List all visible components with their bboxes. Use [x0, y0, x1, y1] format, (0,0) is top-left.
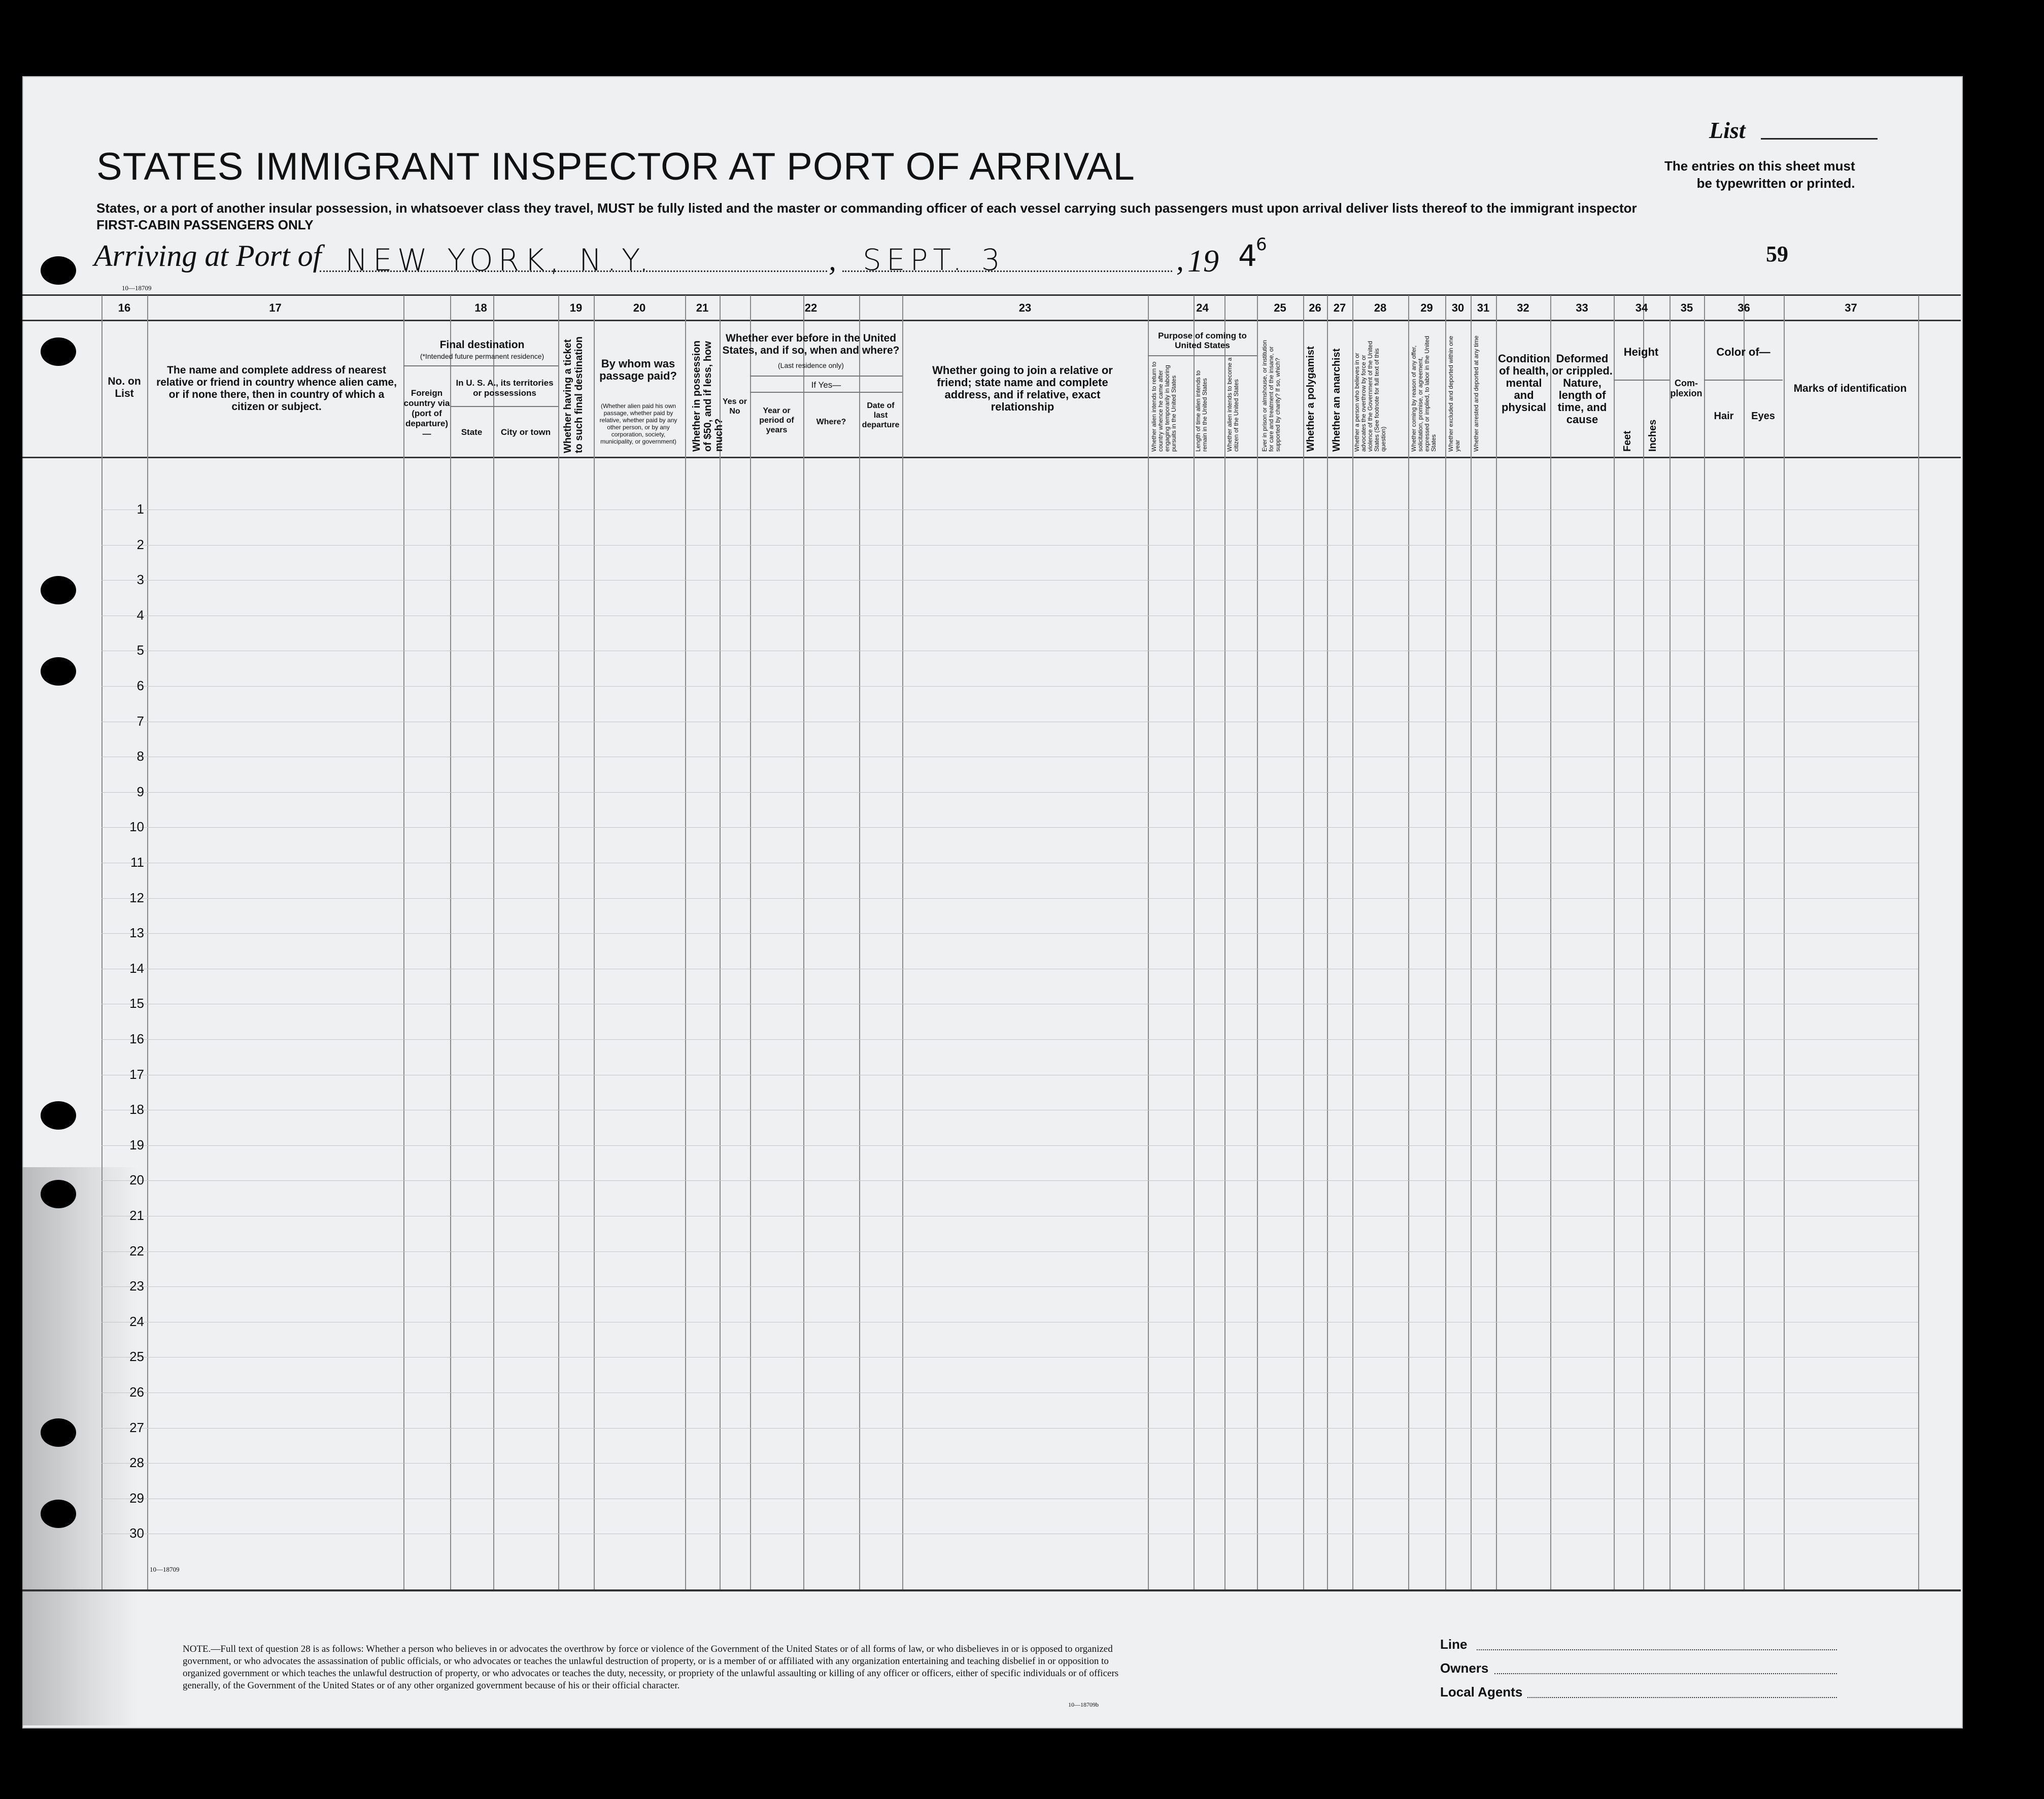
table-row[interactable]	[101, 1463, 1918, 1464]
list-number-line[interactable]	[1761, 138, 1878, 140]
col34-feet-header: Feet	[1622, 430, 1633, 452]
col28-header: Whether a person who believes in or advocates the overthrow by force or violence of the Government of the United States (See footnote for full text of this question)	[1353, 341, 1387, 452]
col22-date-header: Date of last departure	[862, 401, 900, 429]
column-number: 25	[1274, 301, 1286, 314]
column-number: 37	[1845, 301, 1857, 314]
punch-hole	[41, 1180, 76, 1208]
col23-header: Whether going to join a relative or friend; state name and complete address, and if relative, exact relationship	[932, 364, 1113, 413]
col20-subheader: (Whether alien paid his own passage, whether paid by relative, whether paid by any other person, or by any corporation, society, municipality, or government)	[599, 402, 677, 445]
col32-header: Condition of health, mental and physical	[1498, 352, 1550, 414]
col18-usa-rule	[450, 406, 558, 407]
row-number: 13	[129, 925, 144, 941]
col21-header: Whether in possession of $50, and if less, how much?	[691, 341, 725, 452]
row-number: 22	[129, 1243, 144, 1259]
punch-hole	[41, 337, 76, 366]
row-number: 1	[137, 501, 144, 517]
column-divider	[720, 295, 721, 1589]
table-row[interactable]	[101, 686, 1918, 687]
col36-sub-rule	[1704, 380, 1783, 381]
row-number: 23	[129, 1278, 144, 1294]
row-number: 19	[129, 1137, 144, 1152]
col30-header: Whether excluded and deported within one year	[1447, 335, 1461, 452]
year-field[interactable]: 4	[1238, 239, 1257, 273]
column-number: 23	[1018, 301, 1032, 314]
column-divider	[1550, 295, 1551, 1589]
table-row[interactable]	[101, 898, 1918, 899]
line-field[interactable]	[1477, 1649, 1837, 1650]
row-number: 3	[137, 572, 144, 588]
row-number: 28	[129, 1455, 144, 1471]
col22-header: Whether ever before in the United States, and if so, when and where?	[722, 332, 900, 356]
col22-sub-rule	[750, 376, 902, 377]
column-divider	[1744, 295, 1745, 1589]
column-divider	[594, 295, 595, 1589]
table-row[interactable]	[101, 1428, 1918, 1429]
instructions-line: States, or a port of another insular possession, in whatsoever class they travel, MUST be fully listed and the master or commanding officer of each vessel carrying such passengers must upon arrival deliver lists thereof to the immigrant inspector	[96, 200, 1637, 216]
col18-usa-header: In U. S. A., its territories or possessions	[456, 378, 554, 398]
table-row[interactable]	[101, 1180, 1918, 1181]
column-number: 19	[569, 301, 583, 314]
col24a-header: Whether alien intends to return to country whence he came after engaging temporarily in laboring pursuits in the United States	[1150, 361, 1177, 452]
column-number: 33	[1576, 301, 1588, 314]
punch-hole	[41, 657, 76, 686]
col36-hair-header: Hair	[1714, 411, 1734, 422]
row-number: 16	[129, 1031, 144, 1046]
list-label: List	[1709, 117, 1746, 143]
row-number: 30	[129, 1525, 144, 1541]
column-number: 20	[633, 301, 646, 314]
local-agents-label: Local Agents	[1440, 1684, 1523, 1700]
row-number: 18	[129, 1102, 144, 1117]
column-divider	[1303, 295, 1304, 1589]
column-number: 22	[804, 301, 817, 314]
row-number: 8	[137, 749, 144, 764]
footnote-question-28: NOTE.—Full text of question 28 is as follows: Whether a person who believes in or advocates the overthrow by force or violence of the Government of the United States or of all forms of law, or who disbelieves in or is opposed to organized government, or who advocates the assassination of public officials, or who advocates or teaches the unlawful destruction of property, or is a member of or affiliated with any organization entertaining and teaching disbelief in or opposition to organized government or which teaches the unlawful destruction of property, or who advocates or teaches the duty, necessity, or propriety of the unlawful assaulting or killing of any officer or officers, either of specific individuals or of officers generally, of the Government of the United States or of any other organized government because of his or their official character.	[183, 1644, 1119, 1691]
column-divider	[803, 295, 804, 1589]
column-number: 31	[1477, 301, 1490, 314]
row-number: 21	[129, 1208, 144, 1223]
column-divider	[1643, 295, 1644, 1589]
column-divider	[1496, 295, 1497, 1589]
owners-field[interactable]	[1494, 1673, 1837, 1674]
col19-header: Whether having a ticket to such final destination	[562, 336, 585, 453]
col24b-header: Length of time alien intends to remain in the United States	[1195, 370, 1208, 452]
owners-label: Owners	[1440, 1660, 1489, 1676]
row-number: 25	[129, 1349, 144, 1365]
column-divider	[147, 295, 148, 1589]
punch-hole	[41, 1101, 76, 1130]
comma-separator: ,	[829, 243, 836, 277]
col36-header: Color of—	[1716, 346, 1770, 358]
col27-header: Whether an anarchist	[1331, 348, 1342, 452]
col22-year-header: Year or period of years	[759, 406, 794, 434]
col22-where-header: Where?	[816, 418, 846, 426]
table-row[interactable]	[101, 1145, 1918, 1146]
row-number: 20	[129, 1172, 144, 1188]
col29-header: Whether coming by reason of any offer, solicitation, promise, or agreement, expressed or implied, to labor in the United States	[1410, 335, 1437, 452]
col18-foreign-header: Foreign country via (port of departure)—	[403, 388, 450, 438]
row-number: 2	[137, 536, 144, 552]
row-number: 26	[129, 1384, 144, 1400]
table-row[interactable]	[101, 1039, 1918, 1040]
entries-note-line-1: The entries on this sheet must	[1664, 158, 1855, 174]
col24c-header: Whether alien intends to become a citizen of the United States	[1226, 357, 1240, 452]
column-number: 16	[118, 301, 131, 314]
col18-title: Final destination	[439, 339, 525, 351]
col33-header: Deformed or crippled. Nature, length of time, and cause	[1552, 352, 1613, 426]
col22-subheader: (Last residence only)	[778, 361, 844, 369]
punch-hole	[41, 1500, 76, 1528]
column-divider	[1704, 295, 1705, 1589]
col37-header: Marks of identification	[1793, 383, 1907, 394]
column-divider	[450, 295, 451, 1589]
col16-header: No. on List	[108, 376, 141, 399]
passenger-class-line: FIRST-CABIN PASSENGERS ONLY	[96, 217, 314, 232]
column-number: 29	[1420, 301, 1433, 314]
comma-separator: ,	[1176, 243, 1184, 277]
row-number: 10	[129, 819, 144, 835]
column-divider	[1614, 295, 1615, 1589]
column-divider	[902, 295, 903, 1589]
col18-sub-rule	[403, 365, 558, 366]
entries-note-line-2: be typewritten or printed.	[1696, 176, 1855, 191]
row-number: 7	[137, 713, 144, 729]
col20-header: By whom was passage paid?	[599, 357, 677, 382]
row-number: 29	[129, 1490, 144, 1506]
table-row[interactable]	[101, 792, 1918, 793]
column-number: 34	[1635, 301, 1648, 314]
punch-hole	[41, 576, 76, 604]
column-divider	[1257, 295, 1258, 1589]
column-number: 17	[269, 301, 282, 314]
column-divider	[1148, 295, 1149, 1589]
row-number: 12	[129, 890, 144, 905]
row-number: 17	[129, 1066, 144, 1082]
column-divider	[1784, 295, 1785, 1589]
column-divider	[1918, 295, 1919, 1589]
row-number: 14	[129, 960, 144, 976]
col31-header: Whether arrested and deported at any time	[1473, 335, 1480, 452]
row-number: 24	[129, 1313, 144, 1329]
column-number: 35	[1680, 301, 1693, 314]
column-divider	[1327, 295, 1328, 1589]
col26-header: Whether a polygamist	[1305, 346, 1316, 452]
port-field[interactable]: NEW YORK, N.Y.	[345, 243, 654, 278]
punch-hole	[41, 256, 76, 285]
local-agents-field[interactable]	[1527, 1697, 1837, 1698]
col34-sub-rule	[1614, 380, 1670, 381]
row-number: 4	[137, 607, 144, 623]
col25-header: Ever in prison or almshouse, or institution for care and treatment of the insane, or supported by charity? If so, which?	[1261, 340, 1281, 452]
column-divider	[403, 295, 404, 1589]
col18-city-header: City or town	[500, 427, 551, 437]
column-number: 27	[1333, 301, 1346, 314]
col35-header: Com-plexion	[1670, 378, 1702, 398]
column-divider	[1471, 295, 1472, 1589]
col17-header: The name and complete address of nearest relative or friend in country whence alien came, or if none there, then in country of which a citizen or subject.	[156, 364, 397, 413]
page-title: STATES IMMIGRANT INSPECTOR AT PORT OF ARRIVAL	[96, 145, 1135, 188]
row-number: 27	[129, 1419, 144, 1435]
row-number: 9	[137, 784, 144, 799]
col18-state-header: State	[461, 427, 483, 437]
table-row[interactable]	[101, 933, 1918, 934]
column-divider	[1445, 295, 1446, 1589]
date-field[interactable]: SEPT. 3	[863, 243, 1005, 277]
table-row[interactable]	[101, 1286, 1918, 1287]
column-divider	[558, 295, 559, 1589]
col22-yesno-header: Yes or No	[722, 397, 747, 416]
line-label: Line	[1440, 1637, 1468, 1652]
column-number: 28	[1374, 301, 1387, 314]
column-divider	[859, 295, 860, 1589]
year-correction: 6	[1256, 234, 1267, 255]
table-row[interactable]	[101, 580, 1918, 581]
bottom-form-code: 10—18709	[150, 1566, 180, 1573]
col36-eyes-header: Eyes	[1751, 411, 1775, 422]
column-divider	[685, 295, 686, 1589]
punch-hole	[41, 1418, 76, 1447]
table-row[interactable]	[101, 827, 1918, 828]
column-number: 36	[1738, 301, 1750, 314]
table-row[interactable]	[101, 1251, 1918, 1252]
column-number: 21	[696, 301, 709, 314]
column-number: 32	[1517, 301, 1529, 314]
year-prefix: 19	[1187, 244, 1219, 279]
column-number: 24	[1196, 301, 1209, 314]
col34-header: Height	[1623, 346, 1659, 358]
col22-ifyes: If Yes—	[811, 380, 841, 390]
column-divider	[1670, 295, 1671, 1589]
col22-ifyes-rule	[750, 392, 902, 393]
footnote-code: 10—18709b	[1068, 1701, 1099, 1708]
column-divider	[1408, 295, 1409, 1589]
row-number: 15	[129, 996, 144, 1011]
column-divider	[1352, 295, 1353, 1589]
form-code: 10—18709	[122, 284, 152, 292]
col24-sub-rule	[1148, 355, 1257, 356]
entries-note	[1664, 157, 1855, 192]
row-number: 6	[137, 678, 144, 693]
column-divider	[1194, 295, 1195, 1589]
column-number: 18	[474, 301, 487, 314]
column-divider	[493, 295, 494, 1589]
row-number: 11	[130, 855, 144, 870]
page-number: 59	[1766, 242, 1788, 266]
arriving-label: Arriving at Port of	[94, 239, 322, 273]
manifest-sheet	[22, 76, 1963, 1728]
col18-subtitle: (*Intended future permanent residence)	[420, 352, 544, 360]
column-number: 30	[1451, 301, 1464, 314]
table-row[interactable]	[101, 545, 1918, 546]
col24-header: Purpose of coming to United States	[1158, 331, 1247, 350]
table-bottom-rule	[22, 1589, 1961, 1591]
column-divider	[750, 295, 751, 1589]
column-number: 26	[1309, 301, 1321, 314]
col34-inches-header: Inches	[1647, 419, 1658, 452]
row-number: 5	[137, 642, 144, 658]
column-divider	[1224, 295, 1225, 1589]
